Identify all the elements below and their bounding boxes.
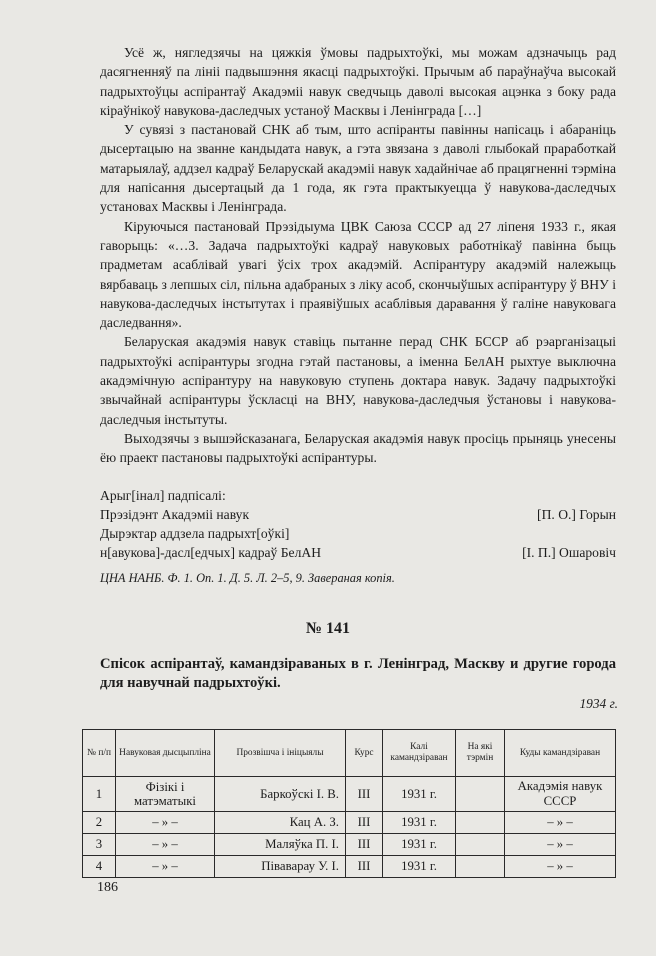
cell-when: 1931 г. bbox=[383, 856, 456, 878]
signature-block bbox=[100, 486, 616, 563]
signature-name-director: [І. П.] Ошаровіч bbox=[522, 545, 616, 561]
header-discipline: Навуковая дысцыпліна bbox=[116, 730, 215, 777]
header-term: На які тэрмін bbox=[456, 730, 505, 777]
cell-number: 3 bbox=[83, 834, 116, 856]
cell-where: – » – bbox=[505, 812, 616, 834]
cell-term bbox=[456, 812, 505, 834]
table-row bbox=[83, 812, 616, 834]
cell-number: 4 bbox=[83, 856, 116, 878]
signature-title-director: н[авукова]-дасл[едчых] кадраў БелАН bbox=[100, 545, 322, 561]
cell-discipline: – » – bbox=[116, 812, 215, 834]
table-row bbox=[83, 777, 616, 812]
cell-where: Акадэмія навук СССР bbox=[505, 777, 616, 812]
signature-line-original: Арыг[інал] падпісалі: bbox=[100, 487, 226, 503]
signature-title-president: Прэзідэнт Акадэміі навук bbox=[100, 506, 250, 522]
signature-name-president: [П. О.] Горын bbox=[537, 506, 616, 522]
table-row bbox=[83, 834, 616, 856]
paragraph-4: Беларуская акадэмія навук ставіць пытанне перад СНК БССР аб рэарганізацыі падрыхтоўкі аспірантуры згодна гэтай пастановы, а іменна БелАН рыхтуе выключна акадэмічную аспірантуру на навуковую ступень доктара навук. Задачу падрыхтоўкі звычайнай аспірантуры ўскласці на ВНУ, навукова-даследчыя ўстановы і навукова-даследчыя інстытуты. bbox=[100, 334, 616, 427]
cell-course: III bbox=[346, 834, 383, 856]
signature-row-director bbox=[100, 543, 616, 562]
header-course: Курс bbox=[346, 730, 383, 777]
cell-where: – » – bbox=[505, 856, 616, 878]
table-row bbox=[83, 856, 616, 878]
cell-course: III bbox=[346, 856, 383, 878]
cell-discipline: Фізікі і матэматыкі bbox=[116, 777, 215, 812]
cell-when: 1931 г. bbox=[383, 777, 456, 812]
cell-number: 2 bbox=[83, 812, 116, 834]
signature-row-president bbox=[100, 505, 616, 524]
cell-when: 1931 г. bbox=[383, 812, 456, 834]
cell-number: 1 bbox=[83, 777, 116, 812]
page-number: 186 bbox=[97, 880, 118, 895]
paragraph-2: У сувязі з пастановай СНК аб тым, што аспіранты павінны напісаць і абараніць дысертацыю на званне кандыдата навук, а гэта звязана з даволі глыбокай праработкай матарыялаў, аддзел кадраў Беларускай акадэміі навук хадайнічае аб працягненні тэрміна для напісання дысертацый да 1 года, як гэта практыкуецца ў навукова-даследчых установах Масквы і Ленінграда. bbox=[100, 122, 616, 215]
aspirants-table bbox=[82, 729, 616, 878]
cell-when: 1931 г. bbox=[383, 834, 456, 856]
header-name: Прозвішча і ініцыялы bbox=[215, 730, 346, 777]
paragraph-3: Кіруючыся пастановай Прэзідыума ЦВК Саюза СССР ад 27 ліпеня 1933 г., якая гаворыць: «…3. Задача падрыхтоўкі кадраў навуковых работнікаў павінна быць прадметам асаблівай увагі ўсіх трох акадэмій. Аспірантуру акадэмій належыць вярбаваць з лепшых сіл, пільна адабраных з ліку асоб, скончыўшых аспірантуру ў ВНУ і навукова-даследчых інстытутах і праявіўшых асаблівыя даравання ў галіне навуковага даследвання». bbox=[100, 218, 616, 331]
body-text bbox=[100, 43, 616, 563]
table-header-row bbox=[83, 730, 616, 777]
header-when: Калі камандзіраван bbox=[383, 730, 456, 777]
document-number: № 141 bbox=[305, 620, 351, 637]
document-date: 1934 г. bbox=[579, 696, 618, 711]
signature-line-director: Дырэктар аддзела падрыхт[оўкі] bbox=[100, 526, 290, 542]
cell-course: III bbox=[346, 777, 383, 812]
cell-discipline: – » – bbox=[116, 856, 215, 878]
cell-term bbox=[456, 777, 505, 812]
cell-where: – » – bbox=[505, 834, 616, 856]
document-title: Спісок аспірантаў, камандзіраваных в г. Ленінград, Маскву и другие города для навучнай падрыхтоўкі. bbox=[100, 656, 616, 691]
cell-term bbox=[456, 856, 505, 878]
cell-name: Піваварау У. І. bbox=[215, 856, 346, 878]
cell-name: Кац А. З. bbox=[215, 812, 346, 834]
paragraph-1: Усё ж, нягледзячы на цяжкія ўмовы падрыхтоўкі, мы можам адзначыць рад дасягненняў па лініі падвышэння якасці падрыхтоўкі. Прычым аб параўнаўча высокай падрыхтоўцы аспірантаў Акадэміі навук сведчыць даволі высокая ацэнка з боку рада кіраўнікоў навукова-даследчых устаноў Масквы і Ленінграда […] bbox=[100, 45, 616, 118]
archive-reference: ЦНА НАНБ. Ф. 1. Оп. 1. Д. 5. Л. 2–5, 9. Завераная копія. bbox=[100, 571, 395, 585]
cell-name: Баркоўскі І. В. bbox=[215, 777, 346, 812]
cell-name: Маляўка П. І. bbox=[215, 834, 346, 856]
header-where: Куды камандзіраван bbox=[505, 730, 616, 777]
cell-term bbox=[456, 834, 505, 856]
header-number: № п/п bbox=[83, 730, 116, 777]
cell-discipline: – » – bbox=[116, 834, 215, 856]
cell-course: III bbox=[346, 812, 383, 834]
paragraph-5: Выходзячы з вышэйсказанага, Беларуская акадэмія навук просіць прыняць унесены ёю праект пастановы падрыхтоўкі аспірантуры. bbox=[100, 430, 616, 466]
